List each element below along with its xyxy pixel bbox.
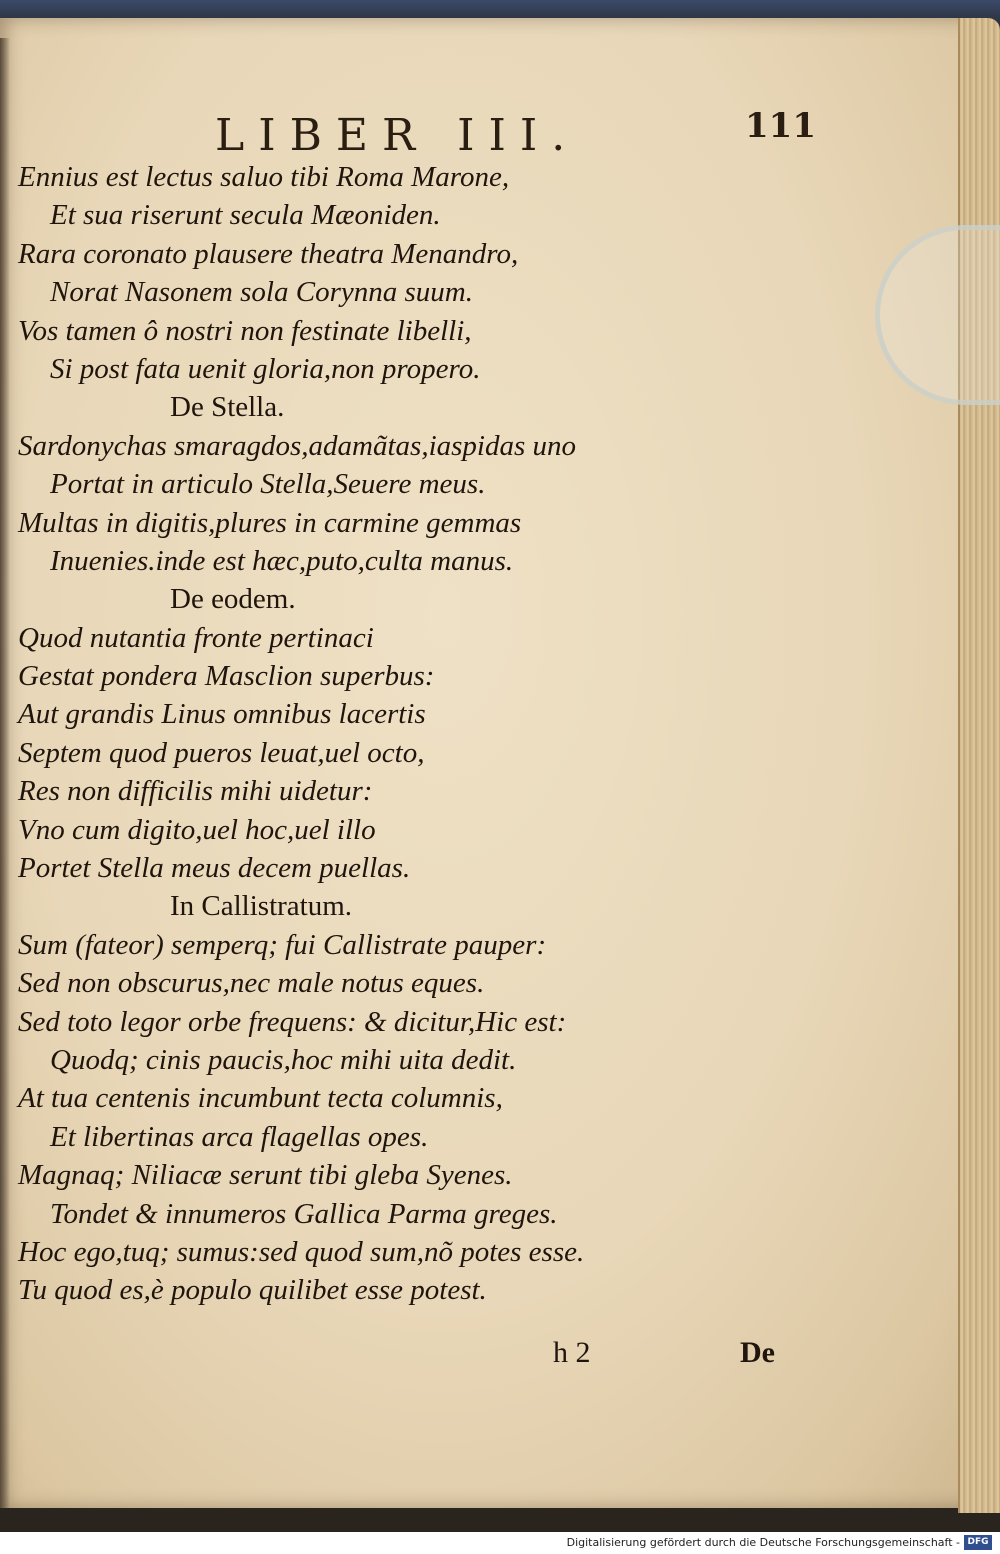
book-page [0,18,985,1508]
text-line: Quod nutantia fronte pertinaci [18,621,374,654]
footer-credit: Digitalisierung gefördert durch die Deutsche Forschungsgemeinschaft - [566,1536,960,1549]
text-line: Sardonychas smaragdos,adamãtas,iaspidas uno [18,429,577,462]
poem-text-block [18,158,778,1310]
poem-heading: In Callistratum. [170,890,353,923]
text-line: Si post fata uenit gloria,non propero. [50,352,481,385]
text-line: Sed non obscurus,nec male notus eques. [18,967,485,1000]
catchword: De [740,1336,775,1369]
signature-mark: h 2 [553,1336,591,1369]
text-line: Tondet & innumeros Gallica Parma greges. [50,1197,558,1230]
text-line: Vno cum digito,uel hoc,uel illo [18,813,376,846]
text-line: Multas in digitis,plures in carmine gemmas [18,506,522,539]
poem-heading: De eodem. [170,583,296,616]
text-line: Quodq; cinis paucis,hoc mihi uita dedit. [50,1043,517,1076]
gutter-shadow [0,38,10,1508]
text-line: Et libertinas arca flagellas opes. [50,1120,429,1153]
text-line: Et sua riserunt secula Mæoniden. [50,199,441,232]
text-line: Portat in articulo Stella,Seuere meus. [50,468,486,501]
text-line: Vos tamen ô nostri non festinate libelli, [18,314,472,347]
running-head: LIBER III. [215,110,580,161]
text-line: At tua centenis incumbunt tecta columnis, [18,1082,503,1115]
poem-heading: De Stella. [170,391,285,424]
text-line: Rara coronato plausere theatra Menandro, [18,237,519,270]
text-line: Norat Nasonem sola Corynna suum. [50,276,473,309]
text-line: Hoc ego,tuq; sumus:sed quod sum,nõ potes esse. [18,1235,585,1268]
text-line: Gestat pondera Masclion superbus: [18,660,435,693]
text-line: Tu quod es,è populo quilibet esse potest. [18,1274,487,1307]
text-line: Sum (fateor) semperq; fui Callistrate pauper: [18,928,547,961]
page-number: 111 [745,106,816,146]
text-line: Sed toto legor orbe frequens: & dicitur,Hic est: [18,1005,567,1038]
text-line: Aut grandis Linus omnibus lacertis [18,698,426,731]
text-line: Res non difficilis mihi uidetur: [18,775,373,808]
text-line: Ennius est lectus saluo tibi Roma Marone, [18,161,510,193]
text-line: Magnaq; Niliacæ serunt tibi gleba Syenes. [18,1159,513,1192]
text-line: Portet Stella meus decem puellas. [18,852,411,885]
dfg-logo-icon: DFG [964,1535,992,1550]
text-line: Inuenies.inde est hæc,puto,culta manus. [50,544,514,577]
text-line: Septem quod pueros leuat,uel octo, [18,736,425,769]
